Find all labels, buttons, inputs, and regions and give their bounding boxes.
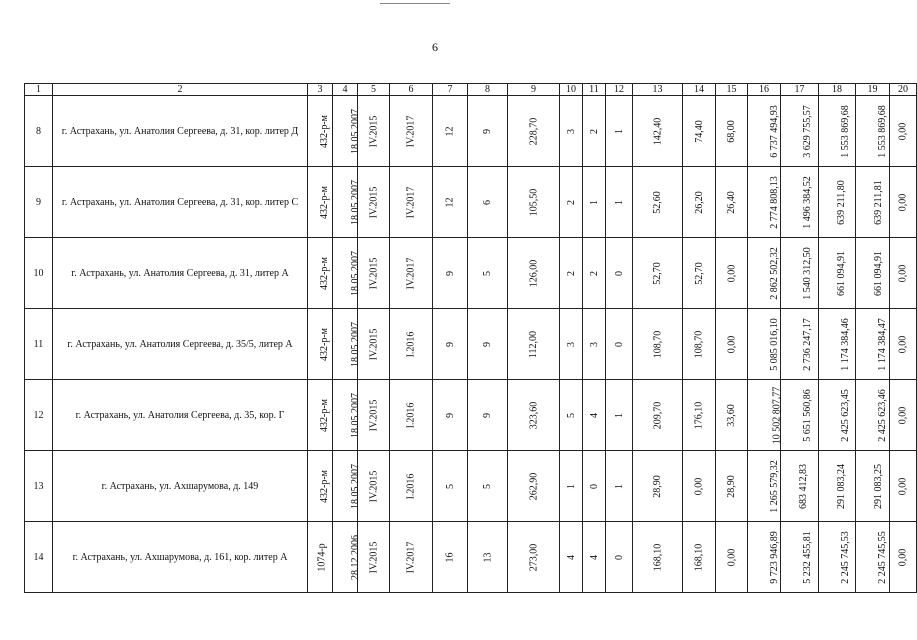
cell-c16 xyxy=(748,167,781,238)
cell-c20 xyxy=(890,309,917,380)
cell-date xyxy=(333,380,361,451)
cell-c15 xyxy=(716,380,748,451)
table-row xyxy=(25,380,917,451)
cell-c18 xyxy=(819,238,856,309)
cell-c9 xyxy=(508,96,560,167)
cell-text: 209,70 xyxy=(652,401,663,429)
cell-text: IV.2015 xyxy=(368,115,380,147)
cell-text: 6 737 494,93 xyxy=(768,104,780,158)
cell-text: 273,00 xyxy=(528,543,539,571)
cell-c14 xyxy=(683,238,716,309)
cell-text: 18.05.2007 xyxy=(350,463,361,509)
cell-c12 xyxy=(606,380,633,451)
column-header: 1 xyxy=(25,84,53,96)
cell-c7 xyxy=(433,451,468,522)
cell-text: 4 xyxy=(565,554,577,560)
cell-q2 xyxy=(390,522,433,593)
cell-text: 12 xyxy=(444,126,456,136)
cell-q2 xyxy=(390,451,433,522)
cell-c20 xyxy=(890,522,917,593)
cell-text: 2 xyxy=(565,199,577,205)
cell-text: IV.2015 xyxy=(368,328,380,360)
table-row xyxy=(25,96,917,167)
cell-c10 xyxy=(560,309,583,380)
cell-doc xyxy=(308,238,333,309)
cell-c15 xyxy=(716,96,748,167)
cell-c18 xyxy=(819,380,856,451)
cell-text: 0 xyxy=(613,341,625,347)
cell-text: 52,60 xyxy=(652,190,663,214)
cell-date xyxy=(333,96,361,167)
cell-c17 xyxy=(781,522,819,593)
cell-c13 xyxy=(633,238,683,309)
cell-text: 18.05.2007 xyxy=(350,321,361,367)
cell-text: IV.2015 xyxy=(368,186,380,218)
cell-doc xyxy=(308,167,333,238)
cell-text: 1 xyxy=(613,412,625,418)
cell-text: 5 xyxy=(565,412,577,418)
cell-text: 4 xyxy=(588,554,600,560)
cell-c11 xyxy=(583,451,606,522)
cell-text: 0,00 xyxy=(726,548,737,566)
cell-c7 xyxy=(433,96,468,167)
cell-text: 5 085 016,10 xyxy=(768,317,780,371)
cell-c20 xyxy=(890,451,917,522)
cell-q1 xyxy=(358,309,390,380)
cell-text: 9 xyxy=(444,341,456,347)
cell-c20 xyxy=(890,380,917,451)
cell-c9 xyxy=(508,522,560,593)
cell-text: 661 094,91 xyxy=(836,250,847,296)
cell-text: IV.2015 xyxy=(368,399,380,431)
column-header: 20 xyxy=(890,84,917,96)
cell-text: 9 xyxy=(482,341,493,347)
cell-c8 xyxy=(468,96,508,167)
cell-n: 8 xyxy=(25,96,53,167)
cell-text: IV.2015 xyxy=(368,470,380,502)
cell-text: 0,00 xyxy=(897,122,909,140)
cell-c7 xyxy=(433,380,468,451)
cell-text: 5 xyxy=(444,483,456,489)
cell-c7 xyxy=(433,238,468,309)
cell-text: 1 xyxy=(613,199,625,205)
cell-text: 126,00 xyxy=(528,259,539,287)
column-header: 9 xyxy=(508,84,560,96)
cell-text: 9 xyxy=(444,270,456,276)
cell-address: г. Астрахань, ул. Анатолия Сергеева, д. 31, кор. литер Д xyxy=(53,96,308,167)
cell-c17 xyxy=(781,238,819,309)
cell-c14 xyxy=(683,451,716,522)
cell-c8 xyxy=(468,451,508,522)
cell-text: 432-р-м xyxy=(319,398,330,432)
cell-text: 28.12.2006 xyxy=(350,534,361,580)
cell-c8 xyxy=(468,309,508,380)
cell-text: 0,00 xyxy=(897,193,909,211)
cell-c10 xyxy=(560,451,583,522)
cell-text: 52,70 xyxy=(652,261,663,285)
cell-text: 16 xyxy=(444,552,456,562)
cell-c15 xyxy=(716,167,748,238)
column-header: 19 xyxy=(856,84,890,96)
cell-c19 xyxy=(856,167,890,238)
column-header: 13 xyxy=(633,84,683,96)
cell-text: 3 xyxy=(588,341,600,347)
cell-text: 1 540 312,50 xyxy=(801,246,813,300)
cell-text: 9 xyxy=(482,412,493,418)
cell-c18 xyxy=(819,167,856,238)
cell-c19 xyxy=(856,96,890,167)
cell-c20 xyxy=(890,167,917,238)
column-header: 3 xyxy=(308,84,333,96)
cell-c13 xyxy=(633,522,683,593)
column-header: 5 xyxy=(358,84,390,96)
cell-text: 5 xyxy=(482,483,493,489)
cell-text: IV.2017 xyxy=(405,257,417,289)
cell-text: IV.2017 xyxy=(405,115,417,147)
column-header: 2 xyxy=(53,84,308,96)
cell-text: 1 xyxy=(613,128,625,134)
cell-text: 26,40 xyxy=(726,190,737,214)
cell-text: 3 xyxy=(565,128,577,134)
cell-c13 xyxy=(633,167,683,238)
cell-q2 xyxy=(390,309,433,380)
cell-text: 13 xyxy=(482,552,493,562)
cell-c8 xyxy=(468,238,508,309)
cell-text: 1 553 869,68 xyxy=(876,104,888,158)
cell-c11 xyxy=(583,522,606,593)
cell-c19 xyxy=(856,451,890,522)
cell-text: 291 083,25 xyxy=(873,463,884,509)
cell-c10 xyxy=(560,96,583,167)
cell-date xyxy=(333,451,361,522)
cell-text: 683 412,83 xyxy=(798,463,809,509)
cell-text: 1074-р xyxy=(316,542,328,572)
cell-text: 0 xyxy=(613,554,625,560)
cell-text: 0,00 xyxy=(897,406,909,424)
cell-c13 xyxy=(633,380,683,451)
cell-text: 0,00 xyxy=(693,477,705,495)
cell-c14 xyxy=(683,522,716,593)
cell-text: I.2016 xyxy=(405,331,417,357)
cell-c11 xyxy=(583,167,606,238)
cell-c16 xyxy=(748,451,781,522)
cell-c17 xyxy=(781,380,819,451)
cell-c13 xyxy=(633,451,683,522)
cell-text: 33,60 xyxy=(726,403,737,427)
cell-c10 xyxy=(560,167,583,238)
cell-c14 xyxy=(683,96,716,167)
cell-text: 18.05.2007 xyxy=(350,250,361,296)
cell-c18 xyxy=(819,309,856,380)
cell-c13 xyxy=(633,309,683,380)
cell-doc xyxy=(308,522,333,593)
cell-text: IV.2017 xyxy=(405,186,417,218)
cell-text: 432-р-м xyxy=(319,327,330,361)
column-header: 10 xyxy=(560,84,583,96)
cell-text: 52,70 xyxy=(693,261,705,285)
cell-text: 18.05.2007 xyxy=(350,392,361,438)
cell-text: 1 xyxy=(588,199,600,205)
cell-c13 xyxy=(633,96,683,167)
cell-text: 2 425 623,46 xyxy=(876,388,888,442)
table-row xyxy=(25,309,917,380)
cell-q1 xyxy=(358,238,390,309)
cell-text: 0 xyxy=(613,270,625,276)
page-number: 6 xyxy=(432,40,438,54)
cell-c8 xyxy=(468,380,508,451)
cell-text: 2 xyxy=(565,270,577,276)
cell-c19 xyxy=(856,238,890,309)
cell-c15 xyxy=(716,451,748,522)
cell-c7 xyxy=(433,309,468,380)
cell-c17 xyxy=(781,309,819,380)
cell-q1 xyxy=(358,451,390,522)
cell-c11 xyxy=(583,309,606,380)
table-row xyxy=(25,167,917,238)
cell-q1 xyxy=(358,522,390,593)
table-row xyxy=(25,238,917,309)
cell-c11 xyxy=(583,238,606,309)
cell-c12 xyxy=(606,309,633,380)
cell-c14 xyxy=(683,380,716,451)
cell-q2 xyxy=(390,238,433,309)
cell-text: 228,70 xyxy=(528,117,539,145)
cell-c16 xyxy=(748,238,781,309)
cell-c9 xyxy=(508,451,560,522)
cell-text: 1 496 384,52 xyxy=(801,175,813,229)
cell-text: 2 862 502,32 xyxy=(768,246,780,300)
column-header: 18 xyxy=(819,84,856,96)
cell-n: 9 xyxy=(25,167,53,238)
cell-c15 xyxy=(716,238,748,309)
cell-text: 3 629 755,57 xyxy=(801,104,813,158)
cell-text: 4 xyxy=(588,412,600,418)
cell-c19 xyxy=(856,309,890,380)
cell-text: 5 232 455,81 xyxy=(801,530,813,584)
cell-c16 xyxy=(748,309,781,380)
cell-c10 xyxy=(560,522,583,593)
cell-n: 12 xyxy=(25,380,53,451)
cell-text: 639 211,80 xyxy=(835,179,847,225)
cell-address: г. Астрахань, ул. Анатолия Сергеева, д. 35/5, литер А xyxy=(53,309,308,380)
cell-text: 12 xyxy=(444,197,456,207)
cell-text: 1 265 579,32 xyxy=(768,459,780,513)
cell-text: 0,00 xyxy=(897,548,909,566)
cell-doc xyxy=(308,96,333,167)
cell-text: IV.2015 xyxy=(368,541,380,573)
cell-text: 5 xyxy=(482,270,493,276)
cell-c9 xyxy=(508,167,560,238)
cell-text: 323,60 xyxy=(528,401,539,429)
cell-c8 xyxy=(468,522,508,593)
cell-text: 0,00 xyxy=(726,335,737,353)
column-header: 16 xyxy=(748,84,781,96)
cell-c14 xyxy=(683,167,716,238)
table-row xyxy=(25,522,917,593)
cell-c20 xyxy=(890,238,917,309)
cell-address: г. Астрахань, ул. Ахшарумова, д. 149 xyxy=(53,451,308,522)
cell-c12 xyxy=(606,522,633,593)
cell-c10 xyxy=(560,380,583,451)
cell-text: I.2016 xyxy=(405,473,417,499)
cell-address: г. Астрахань, ул. Анатолия Сергеева, д. 35, кор. Г xyxy=(53,380,308,451)
cell-text: 2 xyxy=(588,128,600,134)
cell-c19 xyxy=(856,522,890,593)
cell-c7 xyxy=(433,522,468,593)
cell-text: 2 xyxy=(588,270,600,276)
cell-text: 661 094,91 xyxy=(873,250,884,296)
cell-date xyxy=(333,238,361,309)
cell-q2 xyxy=(390,96,433,167)
cell-text: 0,00 xyxy=(726,264,737,282)
cell-c17 xyxy=(781,96,819,167)
cell-text: 432-р-м xyxy=(319,469,330,503)
cell-q2 xyxy=(390,380,433,451)
cell-q1 xyxy=(358,380,390,451)
cell-c20 xyxy=(890,96,917,167)
column-header: 7 xyxy=(433,84,468,96)
table-row xyxy=(25,451,917,522)
cell-c11 xyxy=(583,380,606,451)
cell-c18 xyxy=(819,96,856,167)
cell-c18 xyxy=(819,522,856,593)
cell-text: 9 xyxy=(482,128,493,134)
cell-c9 xyxy=(508,309,560,380)
cell-text: 2 736 247,17 xyxy=(801,317,813,371)
cell-c15 xyxy=(716,309,748,380)
cell-text: 1 174 384,46 xyxy=(839,317,851,371)
cell-text: IV.2017 xyxy=(405,541,417,573)
cell-c12 xyxy=(606,451,633,522)
cell-date xyxy=(333,522,361,593)
cell-text: 0 xyxy=(588,483,600,489)
cell-text: 9 xyxy=(444,412,456,418)
cell-text: I.2016 xyxy=(405,402,417,428)
column-header-row xyxy=(25,84,917,96)
data-table xyxy=(24,83,917,593)
cell-c9 xyxy=(508,380,560,451)
cell-text: 1 174 384,47 xyxy=(876,317,888,371)
cell-c18 xyxy=(819,451,856,522)
cell-text: 112,00 xyxy=(527,330,539,358)
cell-text: 142,40 xyxy=(652,117,663,145)
cell-text: 9 723 946,89 xyxy=(768,530,780,584)
cell-c12 xyxy=(606,167,633,238)
column-header: 4 xyxy=(333,84,358,96)
cell-c16 xyxy=(748,380,781,451)
column-header: 15 xyxy=(716,84,748,96)
cell-address: г. Астрахань, ул. Ахшарумова, д. 161, кор. литер А xyxy=(53,522,308,593)
cell-n: 10 xyxy=(25,238,53,309)
cell-q2 xyxy=(390,167,433,238)
cell-text: 5 651 560,86 xyxy=(801,388,813,442)
column-header: 6 xyxy=(390,84,433,96)
cell-text: 105,50 xyxy=(528,188,539,216)
cell-c17 xyxy=(781,167,819,238)
cell-doc xyxy=(308,451,333,522)
cell-text: IV.2015 xyxy=(368,257,380,289)
column-header: 11 xyxy=(583,84,606,96)
cell-q1 xyxy=(358,167,390,238)
cell-q1 xyxy=(358,96,390,167)
cell-n: 14 xyxy=(25,522,53,593)
cell-text: 432-р-м xyxy=(319,114,330,148)
cell-text: 0,00 xyxy=(897,477,909,495)
cell-text: 2 425 623,45 xyxy=(839,388,851,442)
cell-c9 xyxy=(508,238,560,309)
cell-c16 xyxy=(748,96,781,167)
cell-text: 2 774 808,13 xyxy=(768,175,780,229)
cell-text: 6 xyxy=(482,199,493,205)
cell-text: 2 245 745,55 xyxy=(876,530,888,584)
cell-text: 108,70 xyxy=(693,330,705,358)
cell-text: 0,00 xyxy=(897,264,909,282)
cell-n: 13 xyxy=(25,451,53,522)
cell-date xyxy=(333,167,361,238)
column-header: 17 xyxy=(781,84,819,96)
cell-text: 1 xyxy=(565,483,577,489)
cell-text: 0,00 xyxy=(897,335,909,353)
cell-text: 432-р-м xyxy=(319,256,330,290)
cell-text: 74,40 xyxy=(693,119,705,143)
column-header: 14 xyxy=(683,84,716,96)
cell-c10 xyxy=(560,238,583,309)
cell-c14 xyxy=(683,309,716,380)
cell-text: 262,90 xyxy=(528,472,539,500)
column-header: 8 xyxy=(468,84,508,96)
cell-address: г. Астрахань, ул. Анатолия Сергеева, д. 31, кор. литер С xyxy=(53,167,308,238)
cell-text: 176,10 xyxy=(693,401,705,429)
cell-text: 168,10 xyxy=(693,543,705,571)
cell-c8 xyxy=(468,167,508,238)
cell-text: 3 xyxy=(565,341,577,347)
cell-text: 18.05.2007 xyxy=(350,108,361,154)
cell-text: 639 211,81 xyxy=(872,179,884,225)
cell-text: 291 083,24 xyxy=(836,463,847,509)
cell-text: 26,20 xyxy=(693,190,705,214)
cell-text: 2 245 745,53 xyxy=(839,530,851,584)
cell-c17 xyxy=(781,451,819,522)
cell-c19 xyxy=(856,380,890,451)
cell-c12 xyxy=(606,96,633,167)
cell-text: 68,00 xyxy=(726,119,737,143)
cell-text: 108,70 xyxy=(652,330,663,358)
cell-c7 xyxy=(433,167,468,238)
cell-address: г. Астрахань, ул. Анатолия Сергеева, д. 31, литер А xyxy=(53,238,308,309)
cell-doc xyxy=(308,309,333,380)
cell-text: 28,90 xyxy=(726,474,737,498)
cell-text: 28,90 xyxy=(652,474,663,498)
cell-c12 xyxy=(606,238,633,309)
column-header: 12 xyxy=(606,84,633,96)
cell-c16 xyxy=(748,522,781,593)
cell-doc xyxy=(308,380,333,451)
cell-date xyxy=(333,309,361,380)
cell-text: 432-р-м xyxy=(319,185,330,219)
cell-c15 xyxy=(716,522,748,593)
cell-text: 1 553 869,68 xyxy=(839,104,851,158)
cell-text: 10 502 807,77 xyxy=(771,386,783,444)
cell-text: 1 xyxy=(613,483,625,489)
cell-n: 11 xyxy=(25,309,53,380)
cell-text: 168,10 xyxy=(652,543,663,571)
cell-c11 xyxy=(583,96,606,167)
cell-text: 18.05.2007 xyxy=(350,179,361,225)
top-rule xyxy=(380,3,450,4)
